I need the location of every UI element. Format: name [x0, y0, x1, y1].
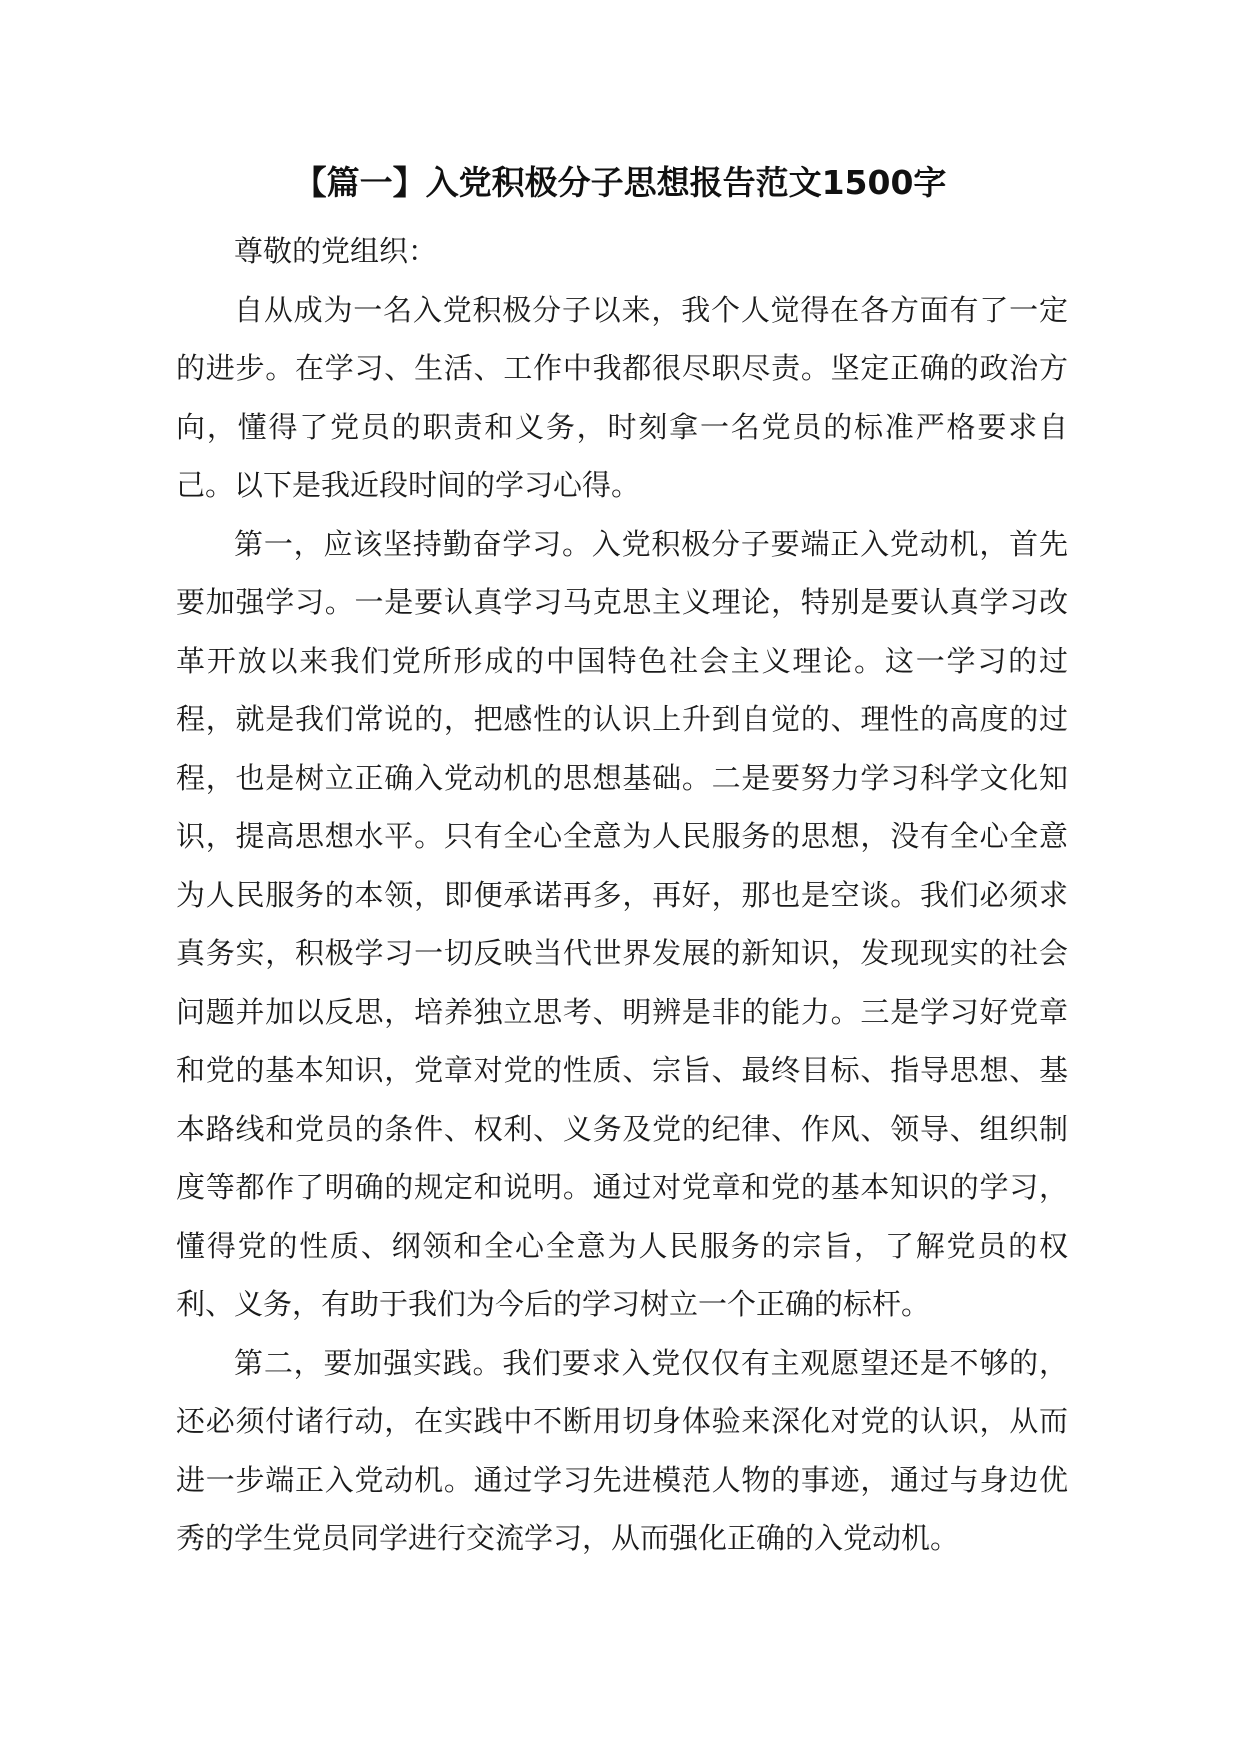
document-body	[176, 222, 1068, 1568]
paragraph-study: 第一，应该坚持勤奋学习。入党积极分子要端正入党动机，首先要加强学习。一是要认真学习马克思主义理论，特别是要认真学习改革开放以来我们党所形成的中国特色社会主义理论。这一学习的过程，就是我们常说的，把感性的认识上升到自觉的、理性的高度的过程，也是树立正确入党动机的思想基础。二是要努力学习科学文化知识，提高思想水平。只有全心全意为人民服务的思想，没有全心全意为人民服务的本领，即便承诺再多，再好，那也是空谈。我们必须求真务实，积极学习一切反映当代世界发展的新知识，发现现实的社会问题并加以反思，培养独立思考、明辨是非的能力。三是学习好党章和党的基本知识，党章对党的性质、宗旨、最终目标、指导思想、基本路线和党员的条件、权利、义务及党的纪律、作风、领导、组织制度等都作了明确的规定和说明。通过对党章和党的基本知识的学习，懂得党的性质、纲领和全心全意为人民服务的宗旨，了解党员的权利、义务，有助于我们为今后的学习树立一个正确的标杆。	[176, 526, 1068, 1321]
salutation: 尊敬的党组织：	[234, 234, 438, 268]
paragraph-intro: 自从成为一名入党积极分子以来，我个人觉得在各方面有了一定的进步。在学习、生活、工作中我都很尽职尽责。坚定正确的政治方向，懂得了党员的职责和义务，时刻拿一名党员的标准严格要求自己。以下是我近段时间的学习心得。	[176, 292, 1068, 502]
document-title: 【篇一】入党积极分子思想报告范文1500字	[293, 163, 947, 202]
paragraph-practice: 第二，要加强实践。我们要求入党仅仅有主观愿望还是不够的，还必须付诸行动，在实践中不断用切身体验来深化对党的认识，从而进一步端正入党动机。通过学习先进模范人物的事迹，通过与身边优秀的学生党员同学进行交流学习，从而强化正确的入党动机。	[176, 1345, 1068, 1555]
